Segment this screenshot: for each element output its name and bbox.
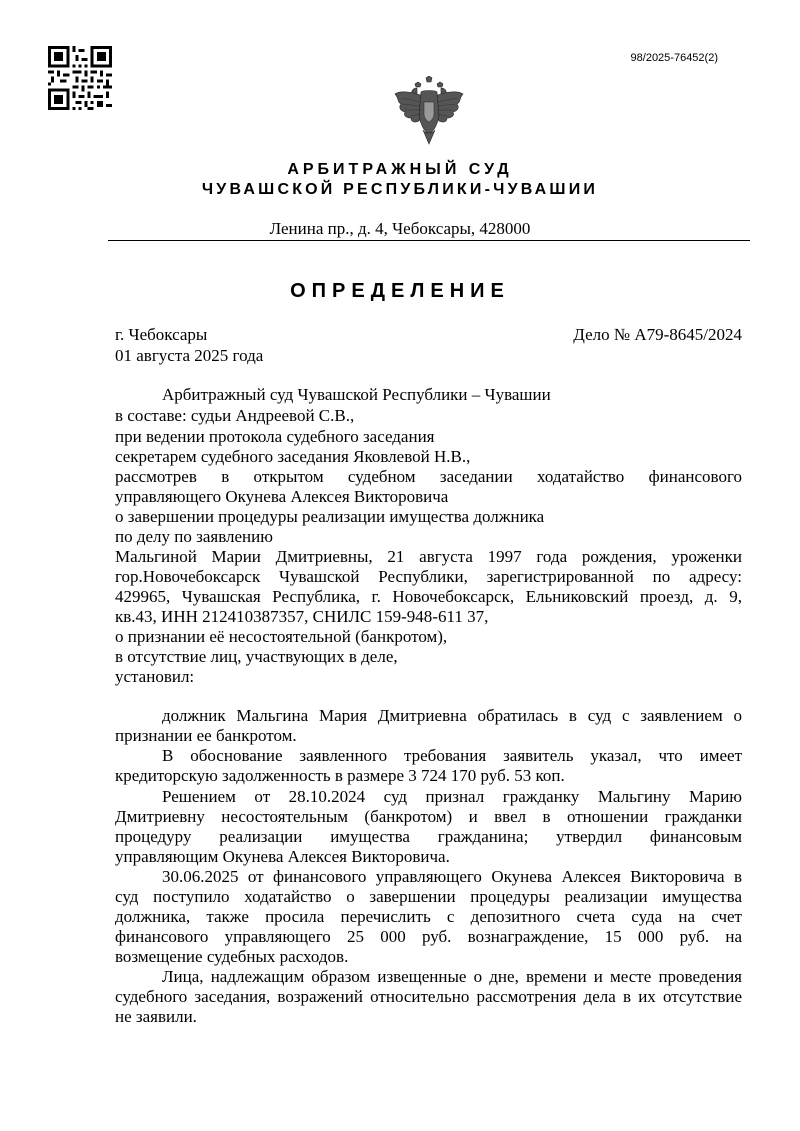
court-name-line2: ЧУВАШСКОЙ РЕСПУБЛИКИ-ЧУВАШИИ bbox=[201, 181, 599, 198]
body-line: должник Мальгина Мария Дмитриевна обратилась в суд с заявлением о bbox=[162, 706, 742, 725]
body-line: В обоснование заявленного требования заявитель указал, что имеет bbox=[162, 746, 742, 765]
intro-line: гор.Новочебоксарск Чувашской Республики, зарегистрированной по адресу: bbox=[115, 567, 742, 586]
body-line: финансового управляющего 25 000 руб. вознаграждение, 15 000 руб. на bbox=[115, 927, 742, 946]
intro-line: при ведении протокола судебного заседания bbox=[115, 427, 435, 446]
body-line: управляющим Окунева Алексея Викторовича. bbox=[115, 847, 450, 866]
body-line: должника, также просила перечислить с депозитного счета суда на счет bbox=[115, 907, 742, 926]
intro-line: в отсутствие лиц, участвующих в деле, bbox=[115, 647, 398, 666]
body-line: процедуру реализации имущества гражданина; утвердил финансовым bbox=[115, 827, 742, 846]
case-number: Дело № А79-8645/2024 bbox=[573, 325, 742, 344]
body-line: 30.06.2025 от финансового управляющего Окунева Алексея Викторовича в bbox=[162, 867, 742, 886]
russian-coat-of-arms-icon bbox=[393, 76, 465, 146]
intro-line: Мальгиной Марии Дмитриевны, 21 августа 1997 года рождения, уроженки bbox=[115, 547, 742, 566]
document-id: 98/2025-76452(2) bbox=[630, 52, 718, 64]
body-line: судебного заседания, возражений относительно рассмотрения дела в их отсутствие bbox=[115, 987, 742, 1006]
body-line: Лица, надлежащим образом извещенные о дне, времени и месте проведения bbox=[162, 967, 742, 986]
court-address: Ленина пр., д. 4, Чебоксары, 428000 bbox=[269, 219, 531, 238]
qr-code-icon bbox=[48, 46, 112, 110]
document-title: ОПРЕДЕЛЕНИЕ bbox=[290, 280, 510, 302]
body-line: признании ее банкротом. bbox=[115, 726, 297, 745]
body-line: возмещение судебных расходов. bbox=[115, 947, 349, 966]
body-line: не заявили. bbox=[115, 1007, 197, 1026]
body-line: суд поступило ходатайство о завершении процедуры реализации имущества bbox=[115, 887, 742, 906]
body-line: Решением от 28.10.2024 суд признал гражданку Мальгину Марию bbox=[162, 787, 742, 806]
intro-line: установил: bbox=[115, 667, 195, 686]
intro-line: о признании её несостоятельной (банкротом), bbox=[115, 627, 448, 646]
intro-line: в составе: судьи Андреевой С.В., bbox=[115, 406, 355, 425]
intro-line: рассмотрев в открытом судебном заседании ходатайство финансового bbox=[115, 467, 742, 486]
city: г. Чебоксары bbox=[115, 325, 208, 344]
intro-line: секретарем судебного заседания Яковлевой Н.В., bbox=[115, 447, 471, 466]
intro-line: кв.43, ИНН 212410387357, СНИЛС 159-948-611 37, bbox=[115, 607, 489, 626]
header-divider bbox=[108, 240, 750, 241]
body-line: кредиторскую задолженность в размере 3 724 170 руб. 53 коп. bbox=[115, 766, 565, 785]
intro-line: по делу по заявлению bbox=[115, 527, 273, 546]
intro-line: о завершении процедуры реализации имущества должника bbox=[115, 507, 545, 526]
intro-line: управляющего Окунева Алексея Викторовича bbox=[115, 487, 449, 506]
body-line: Дмитриевну несостоятельным (банкротом) и ввел в отношении гражданки bbox=[115, 807, 742, 826]
court-name-line1: АРБИТРАЖНЫЙ СУД bbox=[287, 161, 513, 178]
intro-line: 429965, Чувашская Республика, г. Новочебоксарск, Ельниковский проезд, д. 9, bbox=[115, 587, 742, 606]
intro-line: Арбитражный суд Чувашской Республики – Чувашии bbox=[162, 385, 551, 404]
document-date: 01 августа 2025 года bbox=[115, 346, 264, 365]
